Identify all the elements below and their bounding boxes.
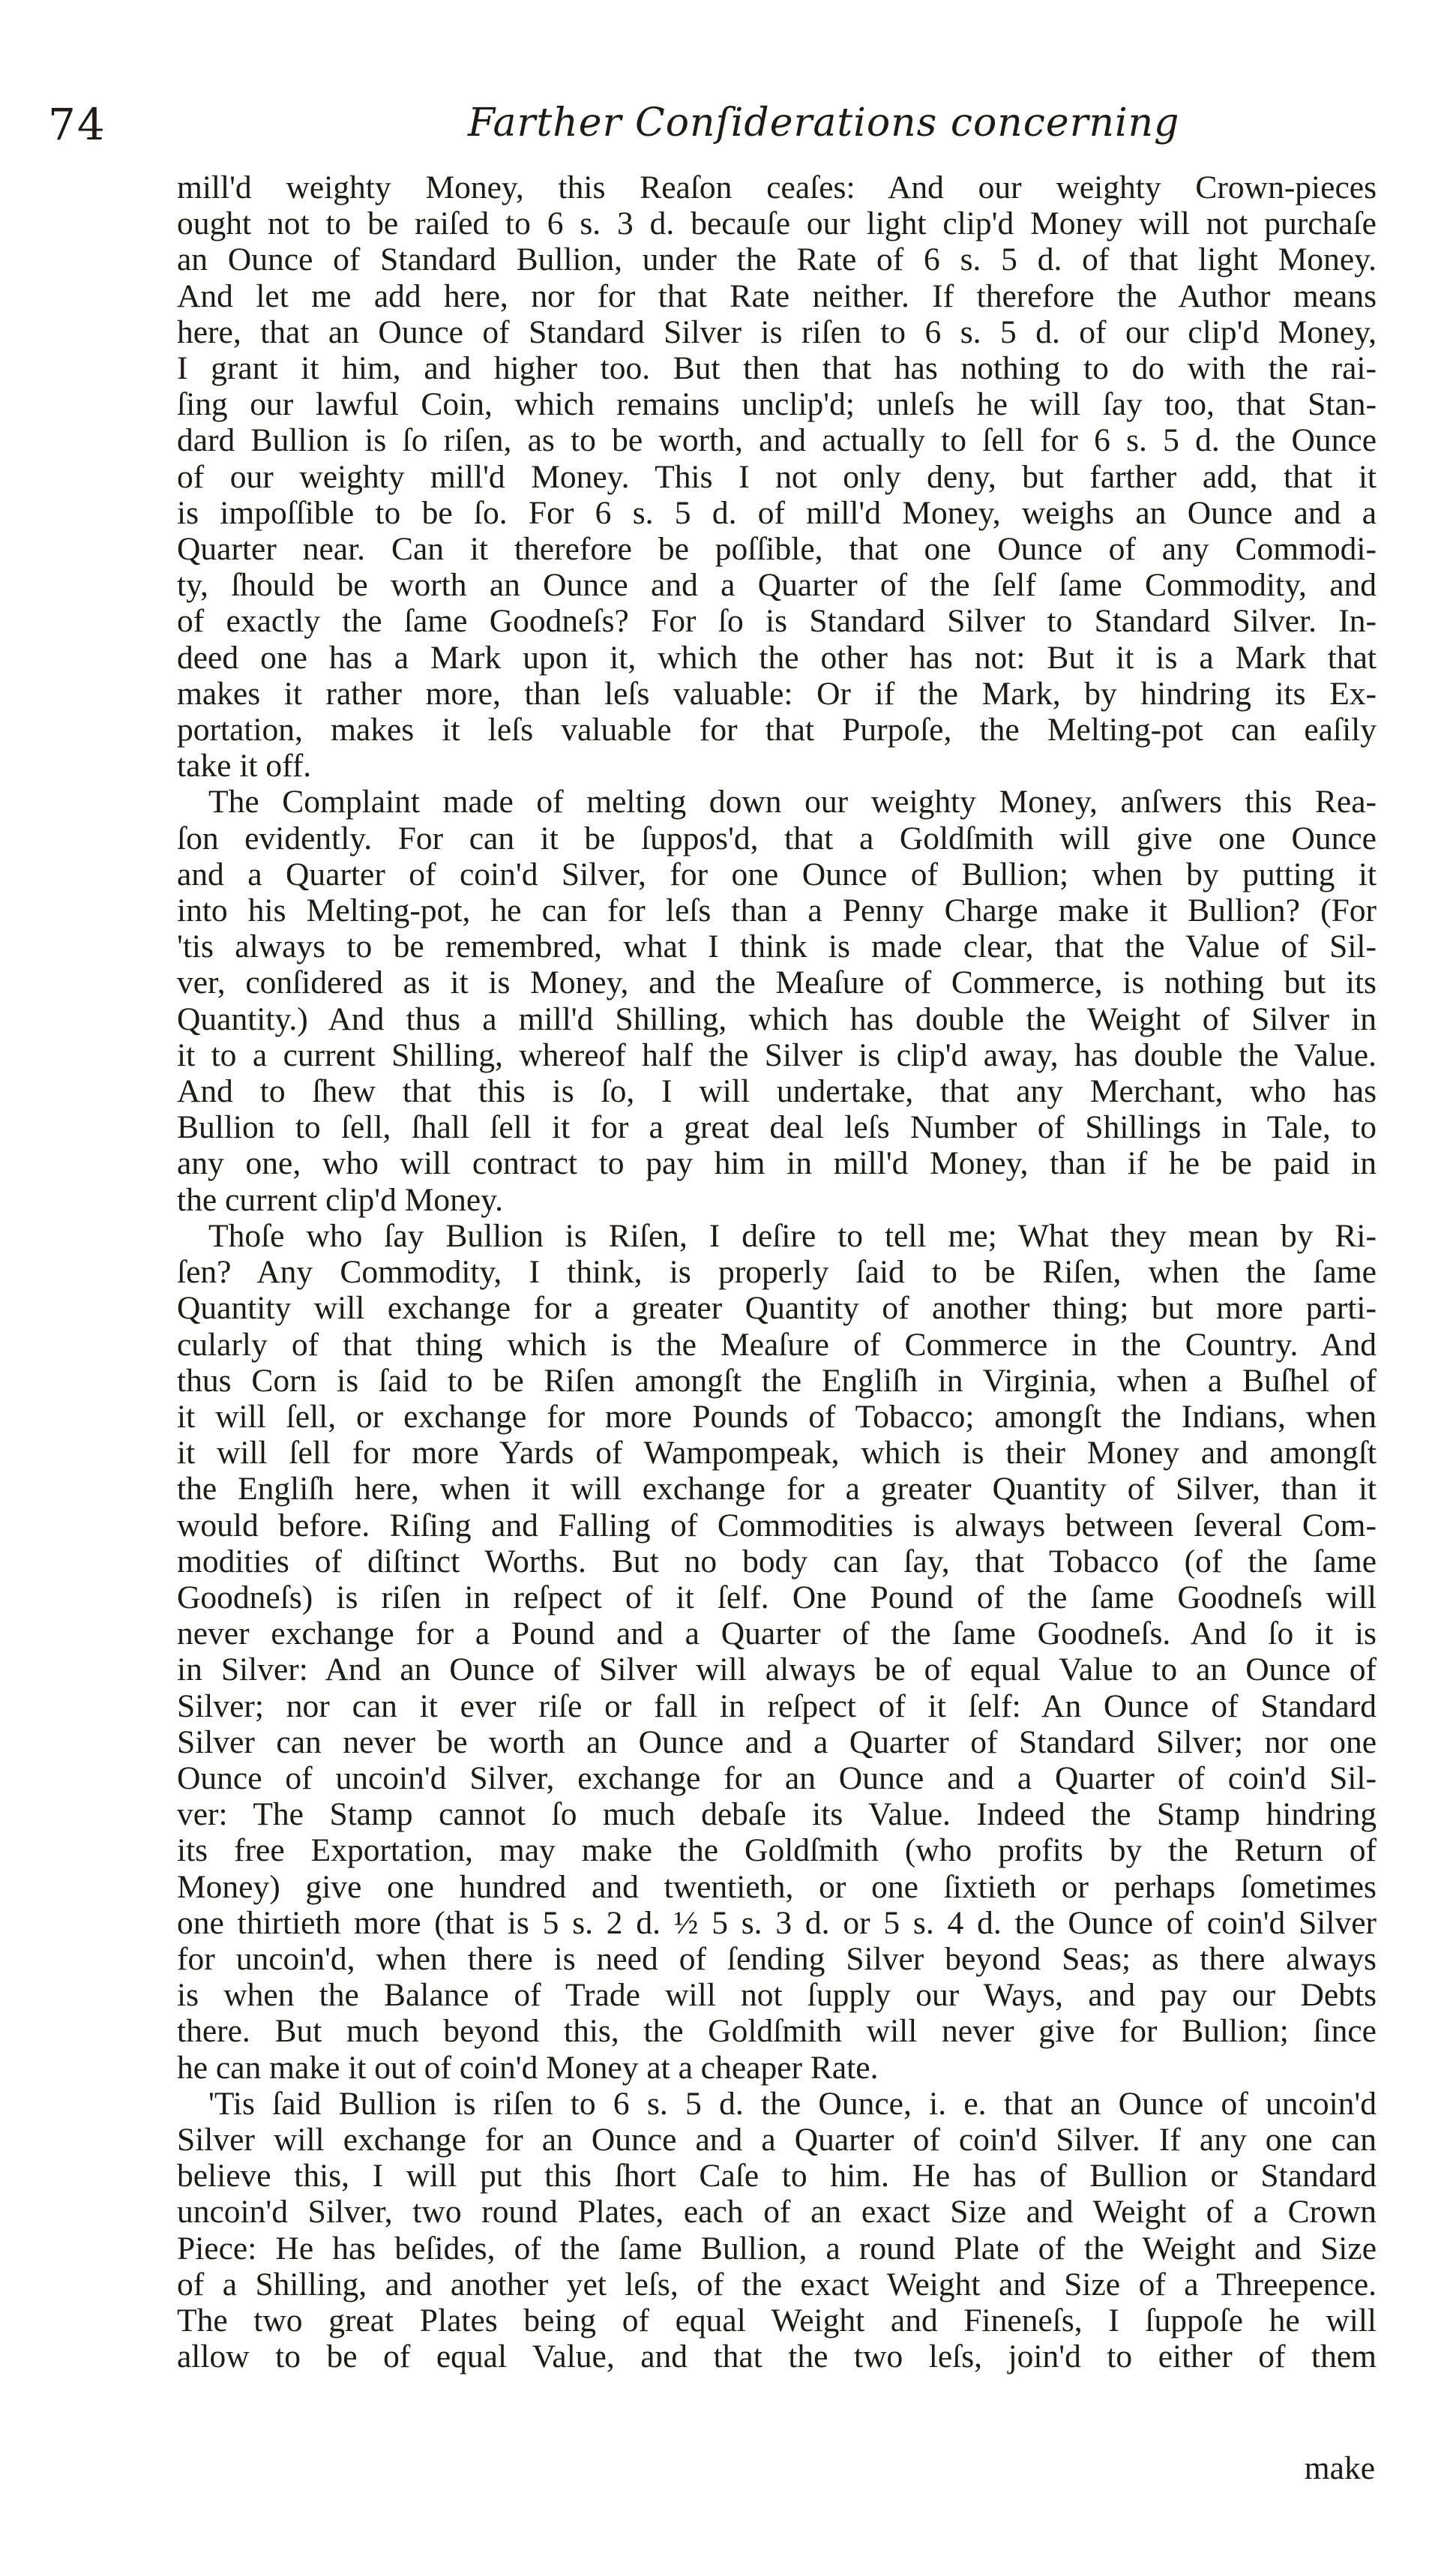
text-line: deed one has a Mark upon it, which the other has not: But it is a Mark that — [177, 639, 1377, 676]
text-line: believe this, I will put this ſhort Caſe to him. He has of Bullion or Standard — [177, 2158, 1377, 2194]
text-line: he can make it out of coin'd Money at a cheaper Rate. — [177, 2049, 879, 2086]
text-line: is when the Balance of Trade will not ſupply our Ways, and pay our Debts — [177, 1977, 1377, 2014]
text-line: in Silver: And an Ounce of Silver will always be of equal Value to an Ounce of — [177, 1652, 1377, 1688]
text-line: ſing our lawful Coin, which remains unclip'd; unleſs he will ſay too, that Stan- — [177, 386, 1377, 423]
text-line: The Complaint made of melting down our weighty Money, anſwers this Rea- — [208, 784, 1377, 820]
text-line: Thoſe who ſay Bullion is Riſen, I deſire to tell me; What they mean by Ri- — [208, 1217, 1377, 1254]
text-line: ought not to be raiſed to 6 s. 3 d. becauſe our light clip'd Money will not purchaſe — [177, 206, 1377, 242]
text-line: it will ſell, or exchange for more Pounds of Tobacco; amongſt the Indians, when — [177, 1398, 1377, 1435]
text-line: modities of diſtinct Worths. But no body can ſay, that Tobacco (of the ſame — [177, 1543, 1377, 1580]
text-line: mill'd weighty Money, this Reaſon ceaſes: And our weighty Crown-pieces — [177, 170, 1377, 206]
text-line: Goodneſs) is riſen in reſpect of it ſelf. One Pound of the ſame Goodneſs will — [177, 1579, 1377, 1616]
text-line: Piece: He has beſides, of the ſame Bullion, a round Plate of the Weight and Size — [177, 2230, 1377, 2266]
text-line: of our weighty mill'd Money. This I not only deny, but farther add, that it — [177, 458, 1377, 495]
text-line: ty, ſhould be worth an Ounce and a Quarter of the ſelf ſame Commodity, and — [177, 567, 1377, 604]
text-line: into his Melting-pot, he can for leſs than a Penny Charge make it Bullion? (For — [177, 892, 1377, 929]
text-line: its free Exportation, may make the Goldſmith (who profits by the Return of — [177, 1832, 1377, 1869]
text-line: Silver can never be worth an Ounce and a Quarter of Standard Silver; nor one — [177, 1724, 1377, 1760]
running-head: Farther Conſiderations concerning — [468, 100, 1180, 146]
text-line: uncoin'd Silver, two round Plates, each of an exact Size and Weight of a Crown — [177, 2194, 1377, 2230]
text-line: never exchange for a Pound and a Quarter of the ſame Goodneſs. And ſo it is — [177, 1616, 1377, 1652]
body-text — [177, 170, 1377, 2374]
page-number: 74 — [48, 99, 106, 150]
text-line: ver, conſidered as it is Money, and the Meaſure of Commerce, is nothing but its — [177, 964, 1377, 1001]
text-line: one thirtieth more (that is 5 s. 2 d. ½ 5 s. 3 d. or 5 s. 4 d. the Ounce of coin'd Silver — [177, 1904, 1377, 1941]
paragraph-2 — [177, 784, 1377, 1217]
text-line: an Ounce of Standard Bullion, under the Rate of 6 s. 5 d. of that light Money. — [177, 242, 1377, 278]
text-line: allow to be of equal Value, and that the two leſs, join'd to either of them — [177, 2338, 1377, 2375]
text-line: any one, who will contract to pay him in mill'd Money, than if he be paid in — [177, 1145, 1377, 1182]
paragraph-4 — [177, 2086, 1377, 2375]
text-line: ſen? Any Commodity, I think, is properly ſaid to be Riſen, when the ſame — [177, 1254, 1377, 1291]
text-line: Silver will exchange for an Ounce and a Quarter of coin'd Silver. If any one can — [177, 2121, 1377, 2158]
text-line: Quantity.) And thus a mill'd Shilling, which has double the Weight of Silver in — [177, 1000, 1377, 1037]
text-line: ſon evidently. For can it be ſuppos'd, that a Goldſmith will give one Ounce — [177, 820, 1377, 856]
text-line: and a Quarter of coin'd Silver, for one Ounce of Bullion; when by putting it — [177, 856, 1377, 892]
text-line: And let me add here, nor for that Rate neither. If therefore the Author means — [177, 278, 1377, 314]
text-line: of a Shilling, and another yet leſs, of the exact Weight and Size of a Threepence. — [177, 2266, 1377, 2302]
text-line: here, that an Ounce of Standard Silver is riſen to 6 s. 5 d. of our clip'd Money, — [177, 314, 1377, 350]
text-line: Quantity will exchange for a greater Quantity of another thing; but more parti- — [177, 1290, 1377, 1327]
text-line: portation, makes it leſs valuable for that Purpoſe, the Melting-pot can eaſily — [177, 712, 1377, 748]
text-line: cularly of that thing which is the Meaſure of Commerce in the Country. And — [177, 1326, 1377, 1363]
text-line: is impoſſible to be ſo. For 6 s. 5 d. of mill'd Money, weighs an Ounce and a — [177, 494, 1377, 531]
text-line: the Engliſh here, when it will exchange for a greater Quantity of Silver, than it — [177, 1471, 1377, 1508]
page-header — [48, 99, 1383, 159]
paragraph-3 — [177, 1218, 1377, 2086]
text-line: the current clip'd Money. — [177, 1181, 504, 1218]
text-line: makes it rather more, than leſs valuable: Or if the Mark, by hindring its Ex- — [177, 675, 1377, 712]
text-line: there. But much beyond this, the Goldſmith will never give for Bullion; ſince — [177, 2013, 1377, 2050]
text-line: it will ſell for more Yards of Wampompeak, which is their Money and amongſt — [177, 1435, 1377, 1472]
catchword: make — [1304, 2450, 1375, 2486]
text-line: Silver; nor can it ever riſe or fall in reſpect of it ſelf: An Ounce of Standard — [177, 1688, 1377, 1724]
text-line: ver: The Stamp cannot ſo much debaſe its Value. Indeed the Stamp hindring — [177, 1796, 1377, 1833]
text-line: would before. Riſing and Falling of Commodities is always between ſeveral Com- — [177, 1507, 1377, 1544]
text-line: 'Tis ſaid Bullion is riſen to 6 s. 5 d. the Ounce, i. e. that an Ounce of uncoin'd — [208, 2085, 1377, 2122]
text-line: The two great Plates being of equal Weight and Fineneſs, I ſuppoſe he will — [177, 2302, 1377, 2338]
text-line: I grant it him, and higher too. But then that has nothing to do with the rai- — [177, 350, 1377, 387]
paragraph-1 — [177, 170, 1377, 784]
text-line: Money) give one hundred and twentieth, or one ſixtieth or perhaps ſometimes — [177, 1868, 1377, 1905]
text-line: And to ſhew that this is ſo, I will undertake, that any Merchant, who has — [177, 1073, 1377, 1110]
text-line: Quarter near. Can it therefore be poſſible, that one Ounce of any Commodi- — [177, 531, 1377, 568]
text-line: dard Bullion is ſo riſen, as to be worth, and actually to ſell for 6 s. 5 d. the Ounce — [177, 422, 1377, 459]
text-line: 'tis always to be remembred, what I think is made clear, that the Value of Sil- — [177, 928, 1377, 965]
text-line: of exactly the ſame Goodneſs? For ſo is Standard Silver to Standard Silver. In- — [177, 603, 1377, 640]
text-line: Bullion to ſell, ſhall ſell it for a great deal leſs Number of Shillings in Tale, to — [177, 1109, 1377, 1146]
text-line: it to a current Shilling, whereof half the Silver is clip'd away, has double the Value. — [177, 1036, 1377, 1073]
text-line: for uncoin'd, when there is need of ſending Silver beyond Seas; as there always — [177, 1940, 1377, 1977]
text-line: thus Corn is ſaid to be Riſen amongſt the Engliſh in Virginia, when a Buſhel of — [177, 1362, 1377, 1399]
text-line: Ounce of uncoin'd Silver, exchange for an Ounce and a Quarter of coin'd Sil- — [177, 1760, 1377, 1796]
text-line: take it off. — [177, 748, 312, 784]
